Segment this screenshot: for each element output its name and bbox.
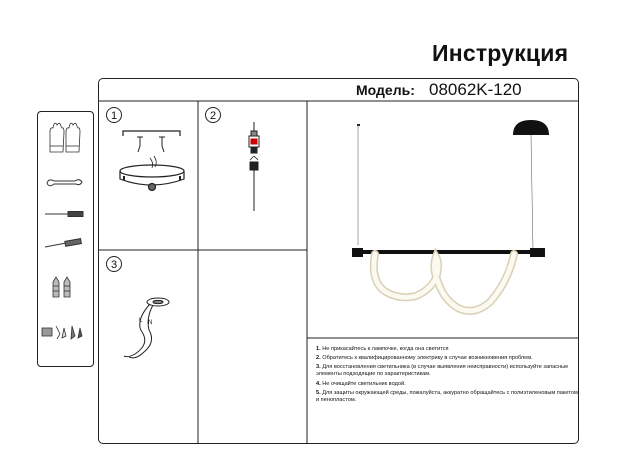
terminal-block-icon [42,326,82,339]
step1-bracket-drawing [120,131,184,191]
step3-wiring-drawing [124,298,169,358]
step2-cable-drawing [249,122,259,211]
note-item: 2. Обратитесь к квалифицированному электрику в случае возникновения проблем. [316,355,533,362]
note-item: 1. Не прикасайтесь к лампочке, когда она светится [316,346,449,352]
model-number: 08062K-120 [429,80,522,99]
page-title: Инструкция [432,40,569,66]
model-label: Модель: [356,82,415,98]
note-item: 4. Не очищайте светильник водой. [316,380,406,387]
wire-label-l: L [139,318,143,324]
voltage-tester-icon [45,239,81,247]
step-number-3: 3 [106,256,122,272]
step-number-2: 2 [205,107,221,123]
gloves-icon [50,123,80,152]
lamp-drawing [352,120,549,311]
anchors-icon [53,277,70,297]
screwdriver-icon [45,212,83,217]
safety-notes [316,346,578,406]
step-number-1: 1 [106,107,122,123]
note-item: 5. Для защиты окружающей среды, пожалуйста, аккуратно обращайтесь с полиэтиленовым пакетом и пенопластом. [316,389,578,403]
wire-label-n: N [148,320,153,326]
note-item: 3. Для восстановления светильника (в случае выявления неисправности) используйте запасные элементы подходящие по характеристикам. [316,364,569,378]
wrench-icon [47,180,82,186]
